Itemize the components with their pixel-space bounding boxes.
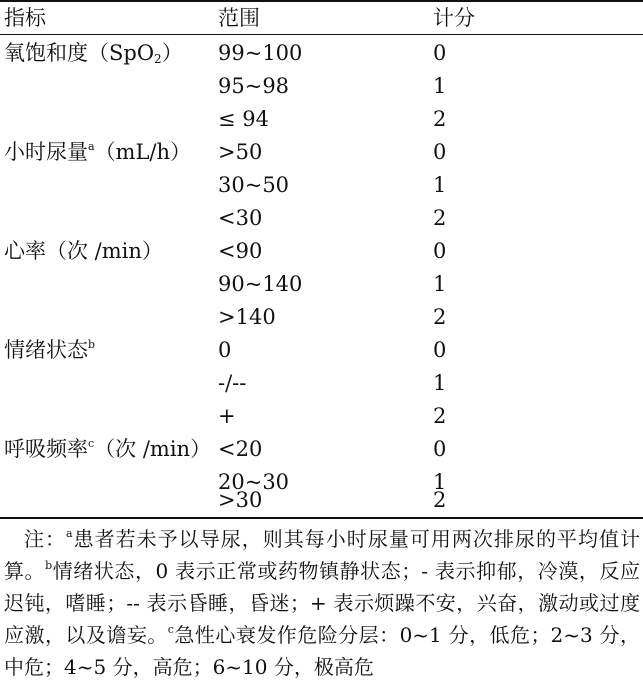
table-footnote — [4, 523, 640, 683]
score-cell: 1 — [433, 470, 447, 494]
table-row — [0, 202, 643, 235]
range-cell: <20 — [218, 437, 263, 461]
range-cell: >140 — [218, 305, 276, 329]
table-row — [0, 484, 643, 517]
score-cell: 2 — [433, 488, 447, 512]
table-row — [0, 37, 643, 70]
table-top-rule — [0, 0, 643, 2]
score-cell: 2 — [433, 107, 447, 131]
table-header-rule — [0, 34, 643, 35]
table-row — [0, 235, 643, 268]
note-b-text: 情绪状态，0 表示正常或药物镇静状态；- 表示抑郁，冷漠，反应迟钝，嗜睡；-- 表示昏睡，昏迷；+ 表示烦躁不安，兴奋，激动或过度应激，以及谵妄。 — [4, 559, 641, 647]
score-cell: 2 — [433, 305, 447, 329]
note-a-text: 患者若未予以导尿，则其每小时尿量可用两次排尿的平均值计算。 — [4, 527, 641, 583]
range-cell: ≤ 94 — [218, 107, 269, 131]
score-cell: 0 — [433, 338, 447, 362]
indicator-respiratory-rate: 呼吸频率$^c$（次 /min） — [4, 437, 212, 461]
score-cell: 0 — [433, 239, 447, 263]
range-cell: 20~30 — [218, 470, 290, 494]
indicator-heart-rate: 心率（次 /min） — [4, 239, 163, 263]
table-bottom-rule — [0, 517, 643, 519]
range-cell: + — [218, 404, 236, 428]
note-b-mark: b — [45, 559, 53, 572]
table-row — [0, 400, 643, 433]
range-cell: -/-- — [218, 371, 247, 395]
range-cell: >50 — [218, 140, 263, 164]
table-row — [0, 136, 643, 169]
range-cell: >30 — [218, 488, 263, 512]
score-cell: 0 — [433, 437, 447, 461]
score-cell: 2 — [433, 206, 447, 230]
indicator-mood: 情绪状态$^b$ — [4, 338, 96, 362]
score-cell: 2 — [433, 404, 447, 428]
table-row — [0, 433, 643, 466]
range-cell: <90 — [218, 239, 263, 263]
range-cell: 30~50 — [218, 173, 290, 197]
score-cell: 0 — [433, 41, 447, 65]
table-row — [0, 301, 643, 334]
score-cell: 1 — [433, 272, 447, 296]
range-cell: 0 — [218, 338, 232, 362]
range-cell: 95~98 — [218, 74, 290, 98]
score-cell: 0 — [433, 140, 447, 164]
header-range: 范围 — [218, 6, 260, 30]
note-a-mark: a — [66, 527, 73, 540]
range-cell: 90~140 — [218, 272, 303, 296]
table-row — [0, 169, 643, 202]
score-cell: 1 — [433, 371, 447, 395]
header-score: 计分 — [433, 6, 475, 30]
range-cell: <30 — [218, 206, 263, 230]
note-c-text: 急性心衰发作危险分层：0~1 分，低危；2~3 分，中危；4~5 分，高危；6~10 分，极高危 — [4, 623, 640, 679]
score-cell: 1 — [433, 74, 447, 98]
indicator-urine: 小时尿量$^a$（mL/h） — [4, 140, 192, 164]
table-row — [0, 367, 643, 400]
score-cell: 1 — [433, 173, 447, 197]
header-indicator: 指标 — [4, 6, 46, 30]
table-row — [0, 103, 643, 136]
table-row — [0, 334, 643, 367]
range-cell: 99~100 — [218, 41, 303, 65]
note-prefix: 注： — [24, 527, 67, 551]
indicator-spo2: 氧饱和度（SpO$_2$） — [4, 41, 183, 66]
table-row — [0, 268, 643, 301]
note-c-mark: c — [167, 623, 174, 636]
table-row — [0, 70, 643, 103]
